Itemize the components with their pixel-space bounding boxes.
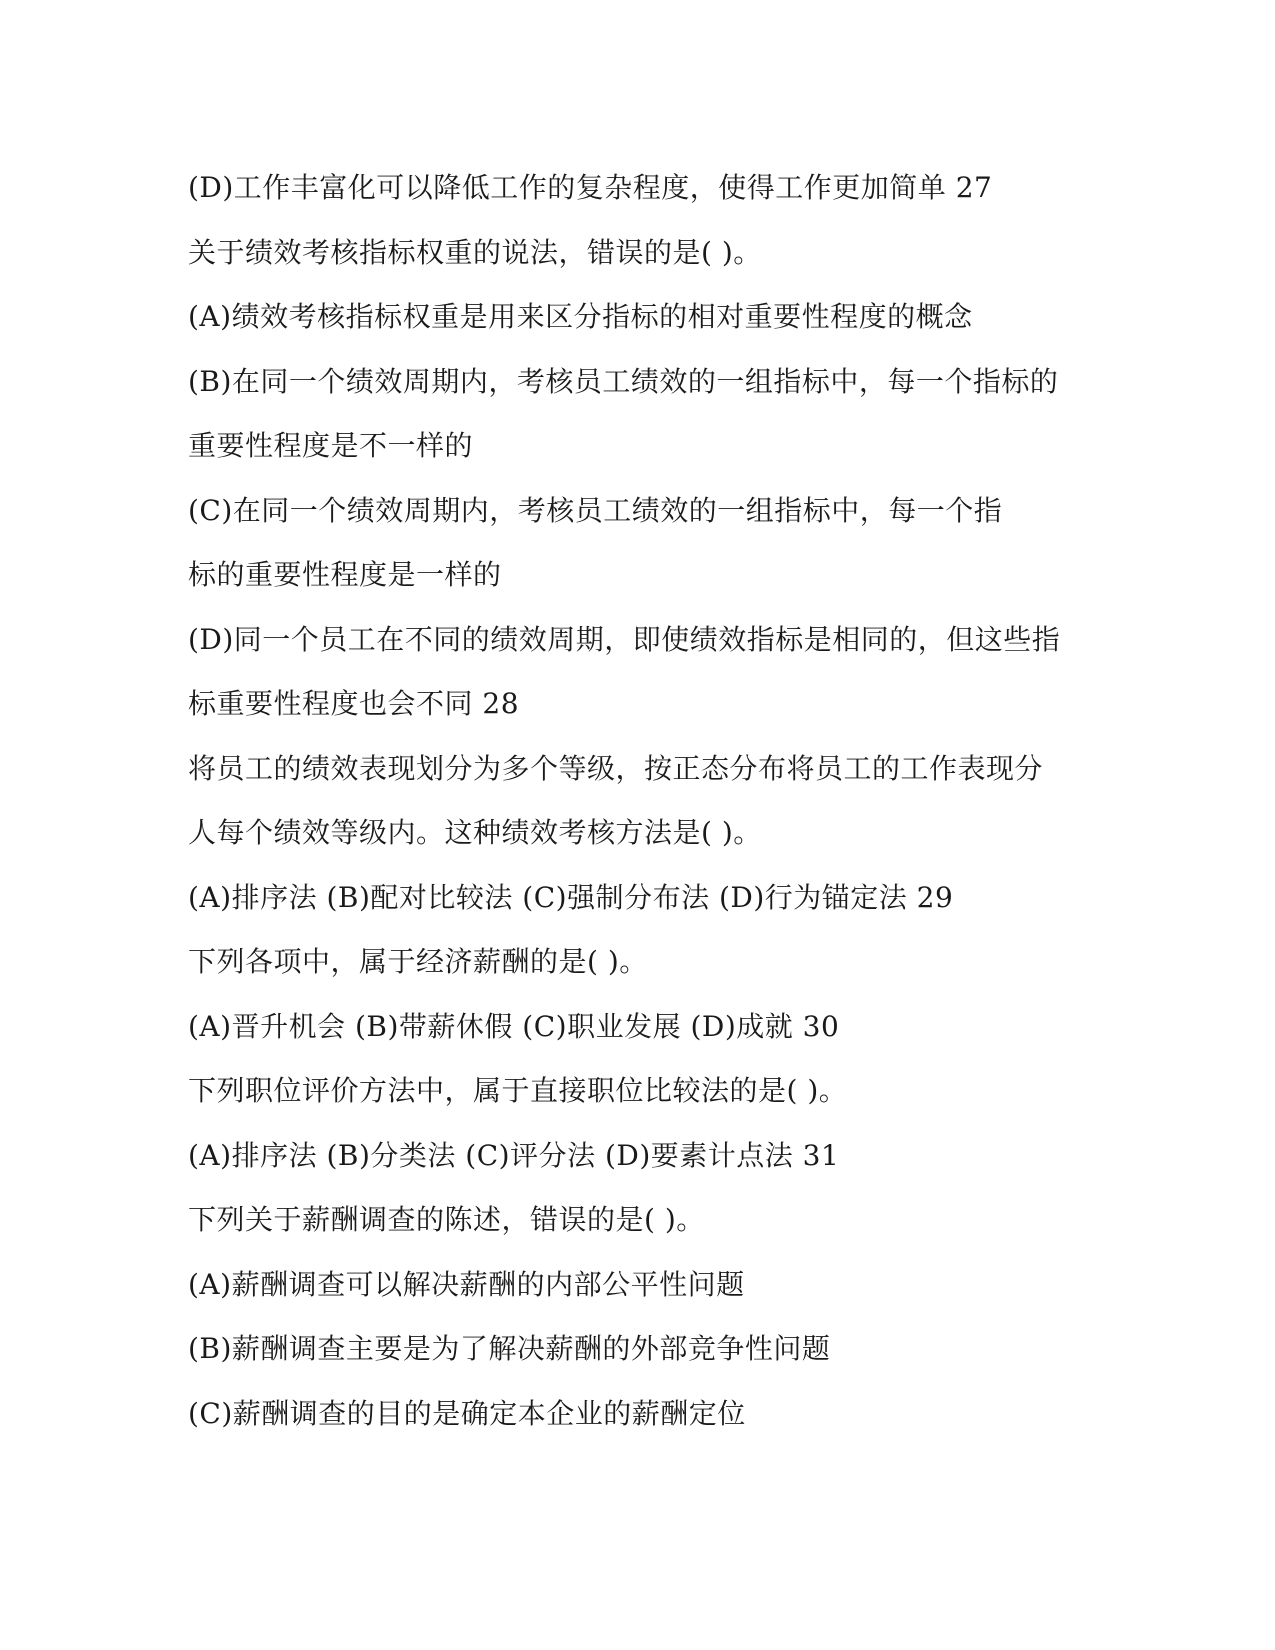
text-line: (A)晋升机会 (B)带薪休假 (C)职业发展 (D)成就 30	[188, 1009, 840, 1043]
text-line: (C)在同一个绩效周期内，考核员工绩效的一组指标中，每一个指	[188, 493, 1003, 527]
text-line: (D)同一个员工在不同的绩效周期，即使绩效指标是相同的，但这些指	[188, 622, 1061, 656]
text-line: (B)在同一个绩效周期内，考核员工绩效的一组指标中，每一个指标的	[188, 364, 1059, 398]
text-line: 将员工的绩效表现划分为多个等级，按正态分布将员工的工作表现分	[188, 751, 1044, 785]
text-line: 标重要性程度也会不同 28	[188, 687, 520, 720]
text-line: (C)薪酬调查的目的是确定本企业的薪酬定位	[188, 1396, 746, 1430]
document-body	[188, 168, 1088, 1458]
text-line: (B)薪酬调查主要是为了解决薪酬的外部竞争性问题	[188, 1332, 831, 1365]
text-line: 标的重要性程度是一样的	[188, 558, 502, 591]
text-line: 人每个绩效等级内。这种绩效考核方法是( )。	[188, 816, 762, 849]
text-line: (A)绩效考核指标权重是用来区分指标的相对重要性程度的概念	[188, 300, 973, 333]
text-line: 下列职位评价方法中，属于直接职位比较法的是( )。	[188, 1074, 848, 1107]
text-line: 重要性程度是不一样的	[188, 429, 474, 462]
text-line: (D)工作丰富化可以降低工作的复杂程度，使得工作更加简单 27	[188, 171, 993, 204]
text-line: (A)薪酬调查可以解决薪酬的内部公平性问题	[188, 1267, 745, 1301]
text-line: (A)排序法 (B)配对比较法 (C)强制分布法 (D)行为锚定法 29	[188, 880, 954, 914]
text-line: (A)排序法 (B)分类法 (C)评分法 (D)要素计点法 31	[188, 1138, 840, 1172]
text-line: 下列关于薪酬调查的陈述，错误的是( )。	[188, 1203, 705, 1236]
text-line: 下列各项中，属于经济薪酬的是( )。	[188, 945, 648, 978]
text-line: 关于绩效考核指标权重的说法，错误的是( )。	[188, 235, 762, 269]
